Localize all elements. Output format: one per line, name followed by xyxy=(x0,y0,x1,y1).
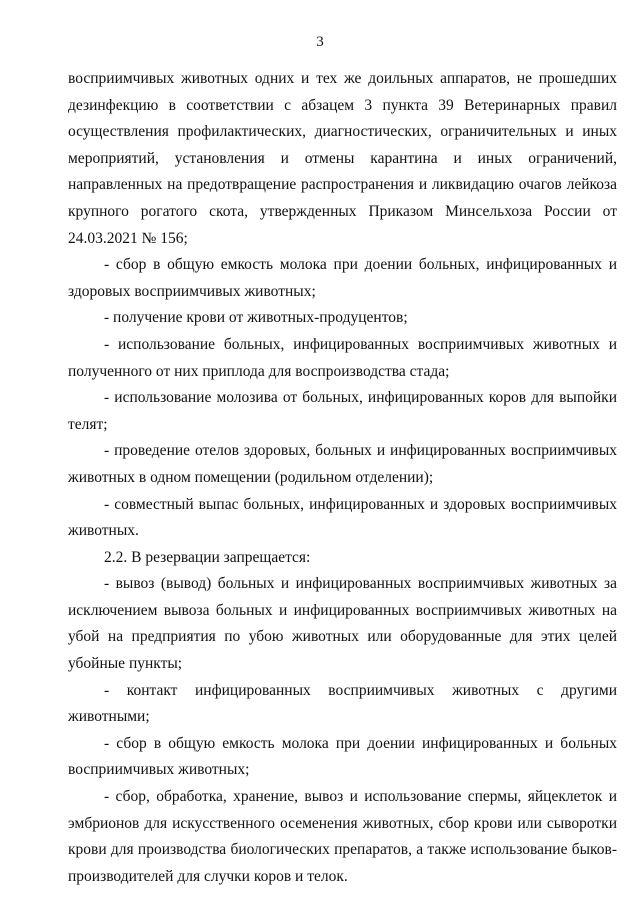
paragraph-milk-collection: - сбор в общую емкость молока при доении больных, инфицированных и здоровых восприимчивых животных; xyxy=(68,256,617,300)
paragraph-colostrum: - использование молозива от больных, инфицированных коров для выпойки телят; xyxy=(68,389,617,433)
section-heading-2-2: 2.2. В резервации запрещается: xyxy=(104,548,311,566)
paragraph-contact: - контакт инфицированных восприимчивых животных с другими животными; xyxy=(68,681,617,726)
paragraph-calving: - проведение отелов здоровых, больных и инфицированных восприимчивых животных в одном помещении (родильном отделении); xyxy=(68,442,617,486)
paragraph-milk-collection-reservation: - сбор в общую емкость молока при доении инфицированных и больных восприимчивых животных; xyxy=(68,734,617,779)
page-number: 3 xyxy=(316,34,324,50)
paragraph-reproduction: - использование больных, инфицированных восприимчивых животных и полученного от них приплода для воспроизводства стада; xyxy=(68,335,617,380)
paragraph-semen-embryos: - сбор, обработка, хранение, вывоз и использование спермы, яйцеклеток и эмбрионов для искусственного осеменения животных, сбор крови или сыворотки крови для производства биологических препаратов, а также использование быков-производителей для случки коров и телок. xyxy=(68,788,617,885)
paragraph-grazing: - совместный выпас больных, инфицированных и здоровых восприимчивых животных. xyxy=(68,495,617,540)
paragraph-blood-donors: - получение крови от животных-продуцентов; xyxy=(104,309,408,327)
paragraph-continuation: восприимчивых животных одних и тех же доильных аппаратов, не прошедших дезинфекцию в соответствии с абзацем 3 пункта 39 Ветеринарных правил осуществления профилактических, диагностических, ограничительных и иных мероприятий, установления и отмены карантина и иных ограничений, направленных на предотвращение распространения и ликвидацию очагов лейкоза крупного рогатого скота, утвержденных Приказом Минсельхоза России от 24.03.2021 № 156; xyxy=(68,70,617,247)
body-text xyxy=(68,66,617,890)
paragraph-removal: - вывоз (вывод) больных и инфицированных восприимчивых животных за исключением вывоза больных и инфицированных восприимчивых животных на убой на предприятия по убою животных или оборудованные для этих целей убойные пункты; xyxy=(68,575,617,673)
